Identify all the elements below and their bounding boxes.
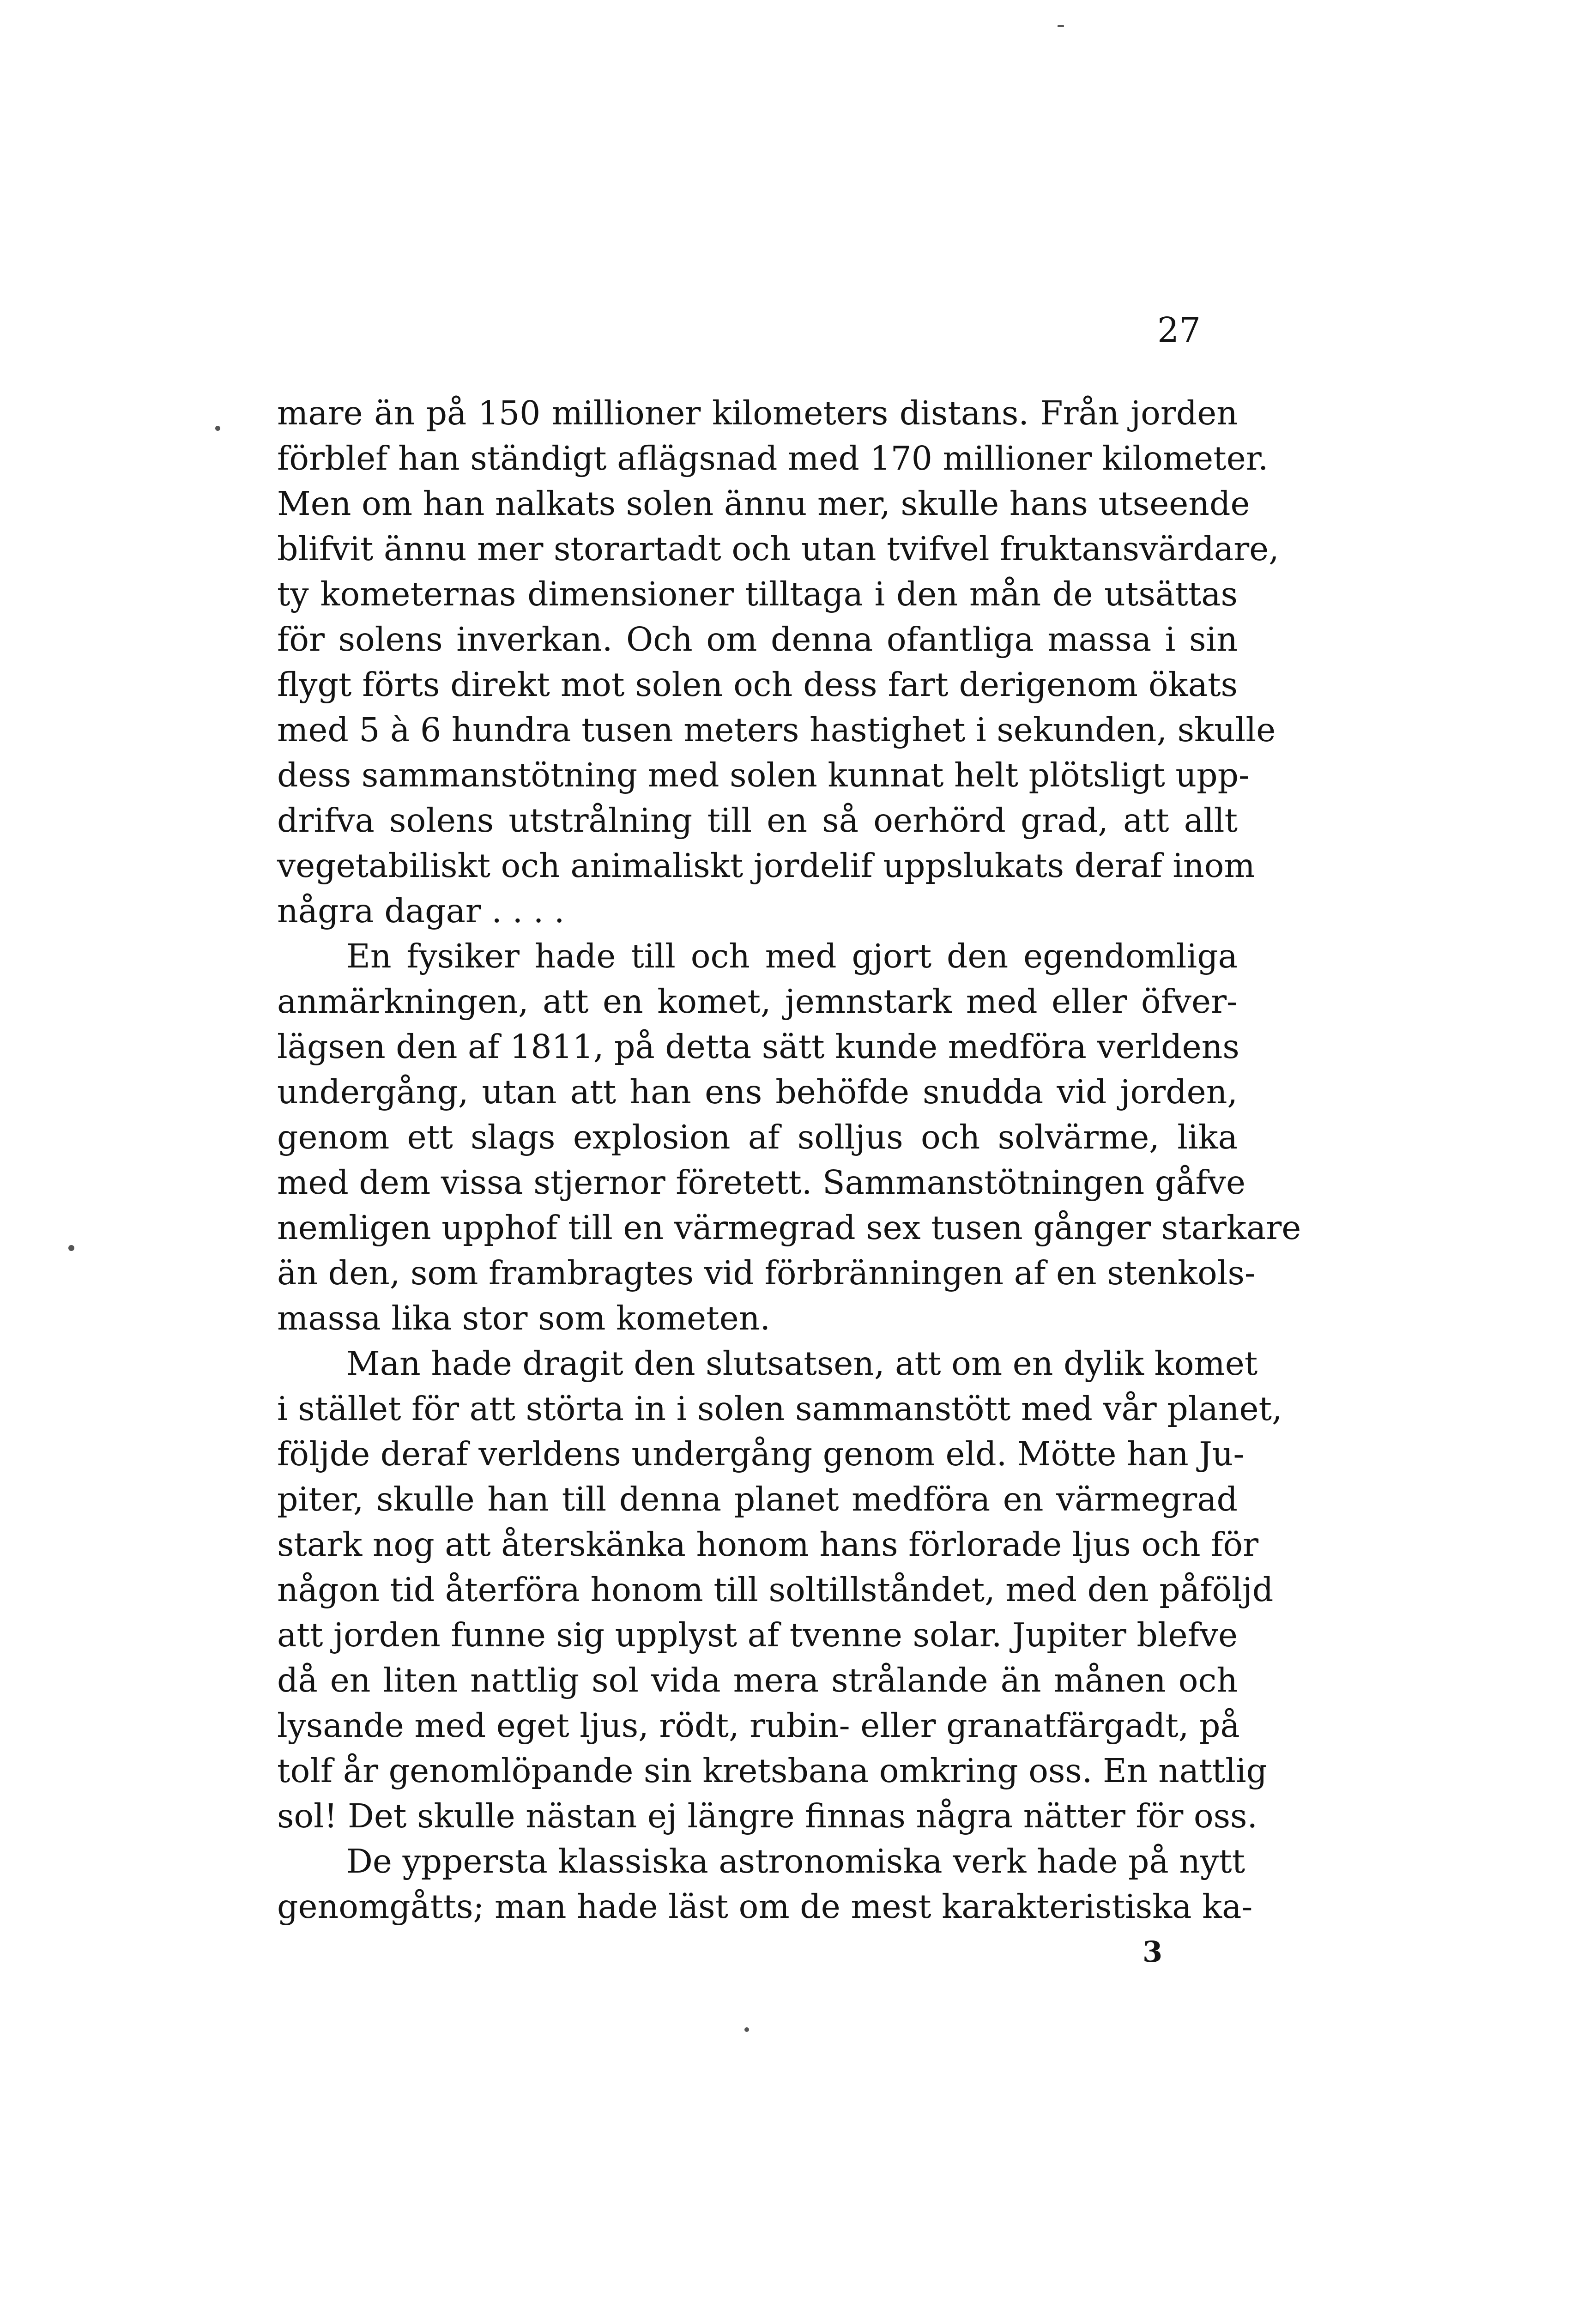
text-line: Man hade dragit den slutsatsen, att om en dylik komet (346, 1344, 1258, 1383)
text-line: att jorden funne sig upplyst af tvenne solar. Jupiter blefve (277, 1616, 1238, 1654)
text-line: genomgåtts; man hade läst om de mest karakteristiska ka- (277, 1887, 1253, 1926)
text-line: lägsen den af 1811, på detta sätt kunde medföra verldens (277, 1028, 1239, 1066)
text-line: med 5 à 6 hundra tusen meters hastighet i sekunden, skulle (277, 711, 1276, 749)
text-line: undergång, utan att han ens behöfde snudda vid jorden, (277, 1073, 1238, 1111)
text-line: lysande med eget ljus, rödt, rubin- eller granatfärgadt, på (277, 1706, 1240, 1745)
text-line: flygt förts direkt mot solen och dess fart derigenom ökats (277, 665, 1238, 704)
text-line: någon tid återföra honom till soltillståndet, med den påföljd (277, 1571, 1274, 1609)
body-text (277, 391, 1301, 1929)
text-line: piter, skulle han till denna planet medföra en värmegrad (277, 1480, 1238, 1518)
signature-mark: 3 (1143, 1935, 1163, 1969)
text-line: tolf år genomlöpande sin kretsbana omkring oss. En nattlig (277, 1752, 1268, 1790)
text-line: drifva solens utstrålning till en så oerhörd grad, att allt (277, 801, 1238, 840)
text-line: mare än på 150 millioner kilometers distans. Från jorden (277, 394, 1238, 432)
text-line: dess sammanstötning med solen kunnat helt plötsligt upp- (277, 756, 1250, 794)
text-line: än den, som frambragtes vid förbränningen af en stenkols- (277, 1254, 1256, 1292)
text-line: anmärkningen, att en komet, jemnstark med eller öfver- (277, 982, 1238, 1021)
text-line: nemligen upphof till en värmegrad sex tusen gånger starkare (277, 1209, 1301, 1247)
text-line: då en liten nattlig sol vida mera strålande än månen och (277, 1661, 1238, 1699)
text-line: för solens inverkan. Och om denna ofantliga massa i sin (277, 620, 1238, 659)
text-line: följde deraf verldens undergång genom eld. Mötte han Ju- (277, 1435, 1245, 1473)
text-line: genom ett slags explosion af solljus och solvärme, lika (277, 1118, 1238, 1156)
text-line: massa lika stor som kometen. (277, 1299, 771, 1337)
print-speck (1058, 25, 1064, 27)
text-line: blifvit ännu mer storartadt och utan tvifvel fruktansvärdare, (277, 530, 1279, 568)
text-line: ty kometernas dimensioner tilltaga i den mån de utsättas (277, 575, 1238, 613)
text-line: De yppersta klassiska astronomiska verk hade på nytt (346, 1842, 1245, 1880)
text-line: sol! Det skulle nästan ej längre finnas några nätter för oss. (277, 1797, 1258, 1835)
text-line: med dem vissa stjernor företett. Sammanstötningen gåfve (277, 1163, 1245, 1202)
text-line: förblef han ständigt aflägsnad med 170 millioner kilometer. (277, 439, 1269, 478)
print-speck (215, 426, 220, 431)
text-line: En fysiker hade till och med gjort den egendomliga (346, 937, 1238, 975)
text-line: några dagar . . . . (277, 892, 565, 930)
print-speck (68, 1245, 74, 1251)
text-line: Men om han nalkats solen ännu mer, skulle hans utseende (277, 484, 1250, 523)
page-number: 27 (1157, 310, 1201, 350)
text-line: stark nog att återskänka honom hans förlorade ljus och för (277, 1525, 1259, 1564)
print-speck (744, 2027, 749, 2032)
text-line: i stället för att störta in i solen sammanstött med vår planet, (277, 1390, 1282, 1428)
text-line: vegetabiliskt och animaliskt jordelif uppslukats deraf inom (277, 846, 1255, 885)
